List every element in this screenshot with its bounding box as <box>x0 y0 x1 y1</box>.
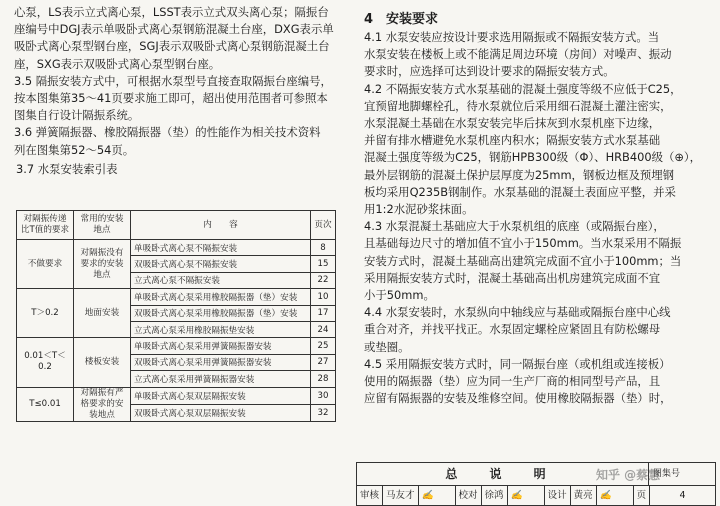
page-cell: 24 <box>311 321 336 337</box>
content-cell: 双吸卧式离心泵采用弹簧隔振器安装 <box>131 354 311 370</box>
location-cell: 楼板安装 <box>74 338 131 387</box>
page-number: 4 <box>679 490 686 501</box>
title-block-signatures <box>357 486 715 505</box>
signature-mark: ✍ <box>599 490 612 501</box>
drawing-name: 总 说 明 <box>445 467 560 481</box>
pump-install-index-table <box>16 210 336 422</box>
text-line: 安装方式时，混凝土基础高出建筑完成面不宜小于100mm；当 <box>364 253 682 268</box>
header-location: 常用的安装地点 <box>74 211 131 240</box>
section-title: 4 安装要求 <box>364 12 439 27</box>
page-cell: 10 <box>311 289 336 305</box>
table-row <box>17 240 336 256</box>
content-cell: 立式离心泵采用弹簧隔振器安装 <box>131 371 311 387</box>
location-cell: 地面安装 <box>74 289 131 338</box>
text-line: 用1:2水泥砂浆抹面。 <box>364 202 474 217</box>
text-line: 小于50mm。 <box>364 288 435 303</box>
content-cell: 立式离心泵不隔振安装 <box>131 272 311 288</box>
text-line: 采用隔振安装方式时，混凝土基础高出机房建筑完成面不宜 <box>364 270 661 285</box>
text-line: 水泵安装在楼板上或不能满足周边环境（房间）对噪声、振动 <box>364 47 672 62</box>
intro-paragraph <box>14 4 350 73</box>
text-line: 使用的隔振器（垫）应为同一生产厂商的相同型号产品，且 <box>364 374 661 389</box>
page-cell: 32 <box>311 404 336 421</box>
page-cell: 22 <box>311 272 336 288</box>
text-line: 4.2 不隔振安装方式水泵基础的混凝土强度等级不应低于C25， <box>364 81 682 96</box>
page-cell: 8 <box>311 240 336 256</box>
content-cell: 立式离心泵采用橡胶隔振垫安装 <box>131 321 311 337</box>
text-line: 要求时，应选择可达到设计要求的隔振安装方式。 <box>364 64 615 79</box>
text-line: 宜预留地脚螺栓孔，待水泵就位后采用细石混凝土灌注密实， <box>364 98 672 113</box>
requirement-cell: 不做要求 <box>17 240 74 289</box>
title-block-top <box>357 463 715 486</box>
text-line: 吸卧式离心泵型钢台座，SGJ表示双吸卧式离心泵钢筋混凝土台 <box>14 39 330 54</box>
text-line: 座，SXG表示双吸卧式离心泵型钢台座。 <box>14 56 221 71</box>
content-cell: 双吸卧式离心泵不隔振安装 <box>131 256 311 272</box>
design-signature <box>597 486 634 505</box>
text-line: 图集自行设计隔振系统。 <box>14 108 140 123</box>
check-name: 徐鸿 <box>482 486 508 505</box>
review-label: 审核 <box>357 486 383 505</box>
text-line: 板均采用Q235B钢制作。水泵基础的混凝土表面应平整，并采 <box>364 184 676 199</box>
paragraph-4-5 <box>364 356 710 408</box>
signature-mark: ✍ <box>510 490 523 501</box>
text-line: 4.1 水泵安装应按设计要求选用隔振或不隔振安装方式。当 <box>364 30 660 44</box>
text-line: 4.5 采用隔振安装方式时，同一隔振台座（或机组或连接板） <box>364 356 671 371</box>
text-line: 或垫圈。 <box>364 339 410 354</box>
text-line: 并留有排水槽避免水泵机座内积水；隔振安装方式水泵基础 <box>364 133 661 148</box>
location-cell: 对隔振没有要求的安装地点 <box>74 240 131 289</box>
header-page: 页次 <box>311 211 336 240</box>
content-cell: 单吸卧式离心泵双层隔振安装 <box>131 387 311 404</box>
paragraph-4-2 <box>364 81 710 219</box>
table-row <box>17 387 336 404</box>
review-name: 马友才 <box>383 486 419 505</box>
content-cell: 单吸卧式离心泵不隔振安装 <box>131 240 311 256</box>
paragraph-4-3 <box>364 218 710 304</box>
text-line: 3.6 弹簧隔振器、橡胶隔振器（垫）的性能作为相关技术资料 <box>14 125 321 140</box>
text-line: 最外层钢筋的混凝土保护层厚度为25mm，钢板边框及预埋钢 <box>364 167 675 182</box>
page-cell: 28 <box>311 371 336 387</box>
text-line: 且基础每边尺寸的增加值不宜小于150mm。当水泵采用不隔振 <box>364 236 682 251</box>
table-row <box>17 289 336 305</box>
design-label: 设计 <box>545 486 571 505</box>
paragraph-4-4 <box>364 304 710 356</box>
check-signature <box>508 486 545 505</box>
right-column <box>364 4 710 407</box>
design-name: 黄亮 <box>571 486 597 505</box>
signature-mark: ✍ <box>421 490 434 501</box>
text-line: 3.5 隔振安装方式中，可根据水泵型号直接查取隔振台座编号， <box>14 73 332 88</box>
requirement-cell: T≤0.01 <box>17 387 74 421</box>
table-row <box>17 338 336 354</box>
atlas-number-label: 图集号 <box>648 463 715 485</box>
header-content: 内 容 <box>131 211 311 240</box>
header-transmissibility: 对隔振传递比T值的要求 <box>17 211 74 240</box>
paragraph-3-5 <box>14 73 350 125</box>
page-cell: 17 <box>311 305 336 321</box>
review-signature <box>419 486 456 505</box>
content-cell: 双吸卧式离心泵采用橡胶隔振器（垫）安装 <box>131 305 311 321</box>
text-line: 4.3 水泵混凝土基础应大于水泵机组的底座（或隔振台座）， <box>364 219 665 234</box>
paragraph-3-6 <box>14 124 350 158</box>
text-line: 座编号中DGJ表示单吸卧式离心泵钢筋混凝土台座，DXG表示单 <box>14 22 334 37</box>
left-column <box>14 4 350 180</box>
text-line: 应留有隔振器的安装及维修空间。使用橡胶隔振器（垫）时， <box>364 391 672 406</box>
table-title: 3.7 水泵安装索引表 <box>16 161 118 176</box>
table-header-row <box>17 211 336 240</box>
content-cell: 单吸卧式离心泵采用橡胶隔振器（垫）安装 <box>131 289 311 305</box>
text-line: 重合对齐，并找平找正。水泵固定螺栓应紧固且有防松螺母 <box>364 322 661 337</box>
text-line: 水泵混凝土基础在水泵安装完毕后抹灰到水泵机座下边缘， <box>364 116 661 131</box>
text-line: 混凝土强度等级为C25，钢筋HPB300级（Φ）、HRB400级（⊕）， <box>364 150 702 165</box>
text-line: 按本图集第35～41页要求施工即可，超出使用范围者可参照本 <box>14 91 328 106</box>
page-label: 页 <box>634 486 651 505</box>
page-cell: 15 <box>311 256 336 272</box>
requirement-cell: T＞0.2 <box>17 289 74 338</box>
content-cell: 单吸卧式离心泵采用弹簧隔振器安装 <box>131 338 311 354</box>
text-line: 心泵，LS表示立式离心泵，LSST表示立式双头离心泵；隔振台 <box>14 5 329 19</box>
zhihu-watermark: 知乎 @蔡慧 <box>596 468 661 482</box>
text-line: 4.4 水泵安装时，水泵纵向中轴线应与基础或隔振台座中心线 <box>364 305 671 320</box>
location-cell: 对隔振有严格要求的安装地点 <box>74 387 131 421</box>
text-line: 列在图集第52～54页。 <box>14 142 135 157</box>
paragraph-4-1 <box>364 29 710 81</box>
requirement-cell: 0.01＜T＜0.2 <box>17 338 74 387</box>
page-cell: 27 <box>311 354 336 370</box>
content-cell: 双吸卧式离心泵双层隔振安装 <box>131 404 311 421</box>
check-label: 校对 <box>456 486 482 505</box>
page-cell: 30 <box>311 387 336 404</box>
page-cell: 25 <box>311 338 336 354</box>
drawing-title-block <box>356 462 716 506</box>
